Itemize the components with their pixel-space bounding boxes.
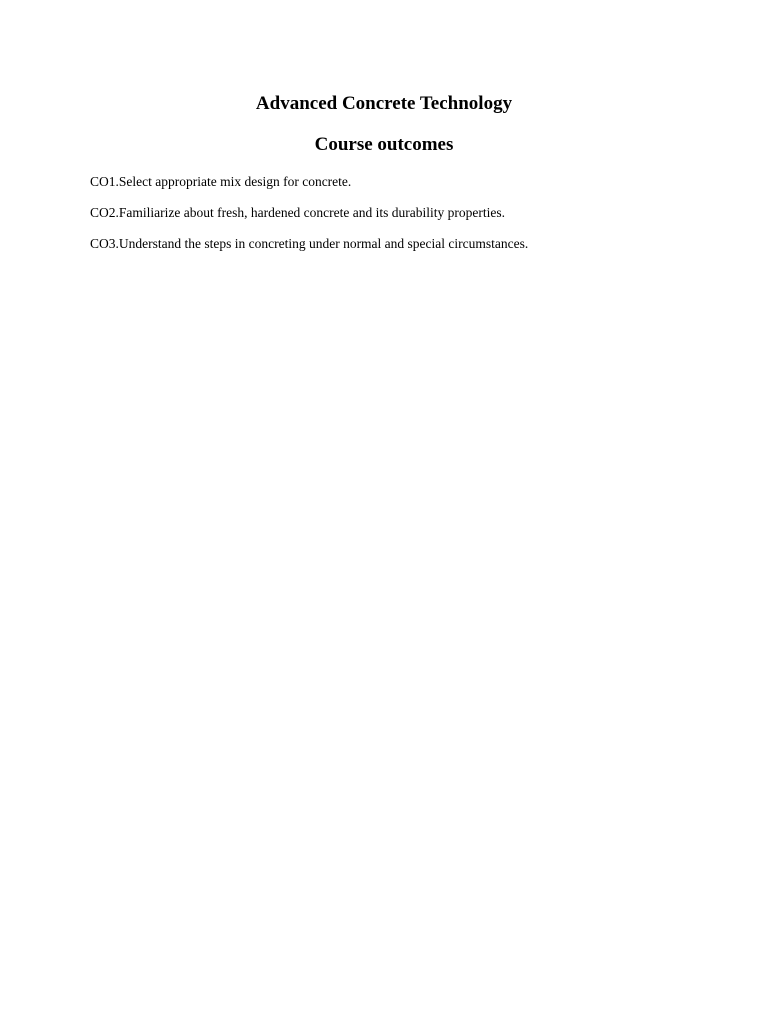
course-outcome-item: CO3.Understand the steps in concreting under normal and special circumstances.	[90, 236, 529, 251]
document-title: Advanced Concrete Technology	[255, 93, 513, 114]
course-outcomes-list	[90, 173, 528, 266]
course-outcome-item: CO2.Familiarize about fresh, hardened concrete and its durability properties.	[90, 205, 505, 220]
course-outcome-item: CO1.Select appropriate mix design for concrete.	[90, 174, 352, 189]
section-heading: Course outcomes	[314, 134, 454, 155]
